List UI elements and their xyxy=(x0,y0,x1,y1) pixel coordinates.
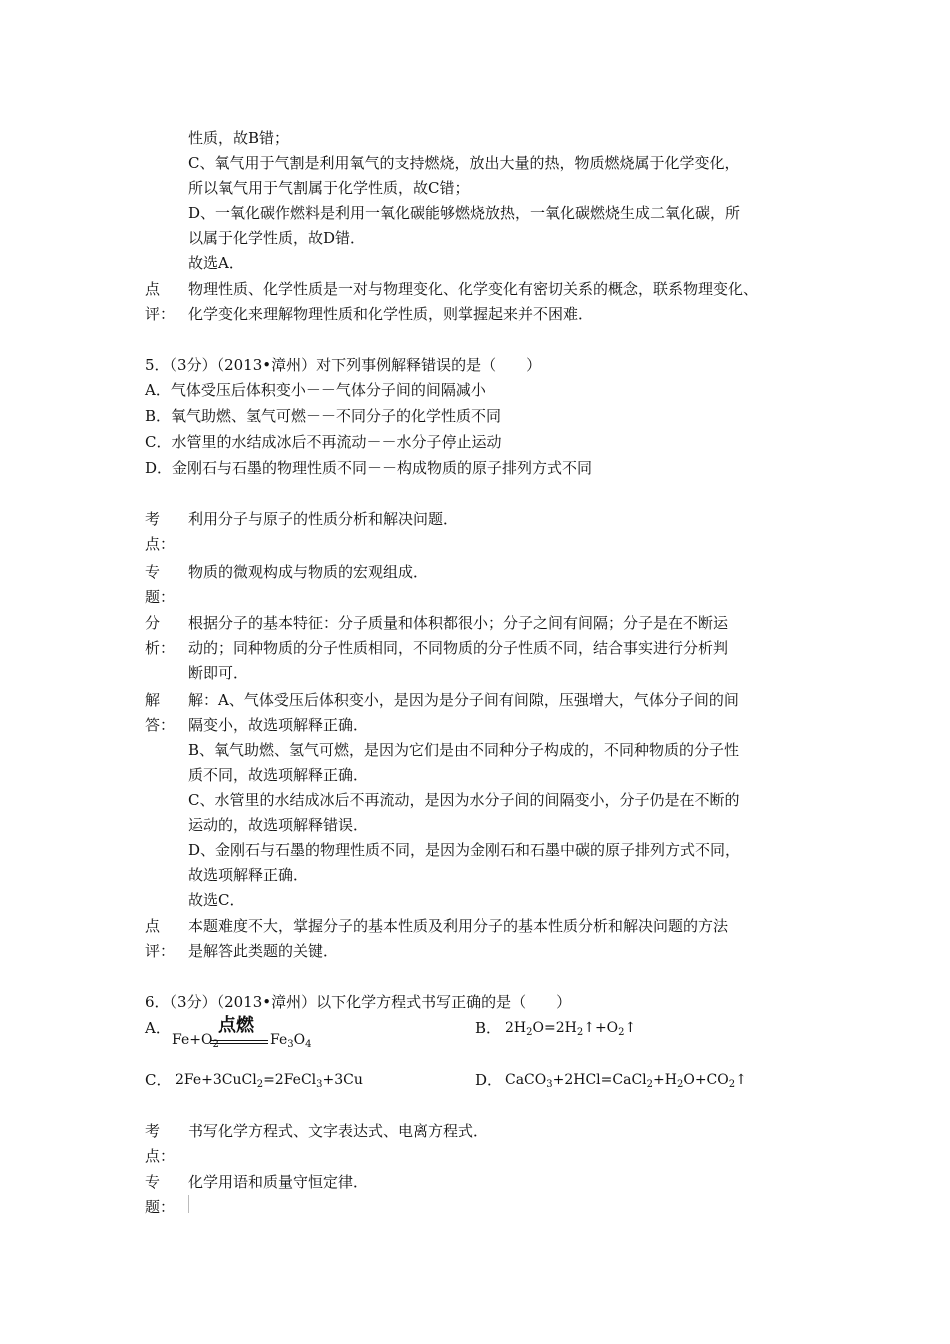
prev-line-2: C、氧气用于气割是利用氧气的支持燃烧，放出大量的热，物质燃烧属于化学变化， xyxy=(188,154,740,172)
q6-option-d-equation: $CaCO_3+2HCl=CaCl_2+H_2O+CO_2↑$ xyxy=(505,1072,747,1090)
q6-option-b-label: B． xyxy=(475,1019,502,1037)
q6-option-b-equation: $2H_2O=2H_2↑+O_2↑$ xyxy=(505,1020,637,1038)
q5-kaodian-label-2: 点： xyxy=(145,535,176,553)
q6-zhuanti-label-2: 题： xyxy=(145,1198,176,1216)
q6-kaodian-text: 书写化学方程式、文字表达式、电离方程式． xyxy=(188,1122,489,1140)
q5-jieda-line-9: 故选C． xyxy=(188,891,245,909)
q5-fenxi-label-1: 分 xyxy=(145,614,161,632)
prev-comment-line-1: 物理性质、化学性质是一对与物理变化、化学变化有密切关系的概念，联系物理变化、 xyxy=(188,280,759,298)
q6-zhuanti-label-1: 专 xyxy=(145,1173,161,1191)
q5-zhuanti-label-2: 题： xyxy=(145,588,176,606)
q5-jieda-line-6: 运动的，故选项解释错误． xyxy=(188,816,369,834)
q6-option-d-label: D． xyxy=(475,1071,503,1089)
q5-jieda-label-2: 答： xyxy=(145,716,176,734)
prev-line-1: 性质，故B错； xyxy=(188,129,290,147)
q6-option-c-equation: 2Fe+3CuCl$_2$=2FeCl$_3$+3Cu xyxy=(175,1072,363,1090)
q6-condition-text: 点燃 xyxy=(218,1015,254,1036)
table-border-line xyxy=(188,1195,189,1213)
q5-jieda-line-3: B、氧气助燃、氢气可燃，是因为它们是由不同种分子构成的，不同种物质的分子性 xyxy=(188,741,740,759)
q5-jieda-line-5: C、水管里的水结成冰后不再流动，是因为水分子间的间隔变小，分子仍是在不断的 xyxy=(188,791,740,809)
q6-zhuanti-text: 化学用语和质量守恒定律． xyxy=(188,1173,369,1191)
q5-kaodian-label-1: 考 xyxy=(145,510,161,528)
q5-fenxi-line-1: 根据分子的基本特征：分子质量和体积都很小；分子之间有间隔；分子是在不断运 xyxy=(188,614,729,632)
q5-dianping-label-2: 评： xyxy=(145,942,176,960)
q5-dianping-label-1: 点 xyxy=(145,917,161,935)
prev-comment-label-1: 点 xyxy=(145,280,161,298)
q5-jieda-line-1: 解：A、气体受压后体积变小，是因为是分子间有间隙，压强增大，气体分子间的间 xyxy=(188,691,739,709)
q5-kaodian-text: 利用分子与原子的性质分析和解决问题． xyxy=(188,510,459,528)
q5-fenxi-line-3: 断即可． xyxy=(188,664,249,682)
q6-kaodian-label-1: 考 xyxy=(145,1122,161,1140)
q5-jieda-label-1: 解 xyxy=(145,691,161,709)
q5-dianping-line-2: 是解答此类题的关键． xyxy=(188,942,339,960)
prev-comment-label-2: 评： xyxy=(145,305,176,323)
prev-line-3: 所以氧气用于气割属于化学性质，故C错； xyxy=(188,179,470,197)
q5-option-a: A．气体受压后体积变小－－气体分子间的间隔减小 xyxy=(145,381,486,399)
q5-zhuanti-label-1: 专 xyxy=(145,563,161,581)
q5-jieda-line-8: 故选项解释正确． xyxy=(188,866,309,884)
q5-fenxi-label-2: 析： xyxy=(145,639,176,657)
q6-option-a-label: A． xyxy=(145,1019,171,1037)
q5-jieda-line-7: D、金刚石与石墨的物理性质不同，是因为金刚石和石墨中碳的原子排列方式不同， xyxy=(188,841,741,859)
q5-zhuanti-text: 物质的微观构成与物质的宏观组成． xyxy=(188,563,429,581)
prev-line-4: D、一氧化碳作燃料是利用一氧化碳能够燃烧放热，一氧化碳燃烧生成二氧化碳，所 xyxy=(188,204,741,222)
q5-dianping-line-1: 本题难度不大，掌握分子的基本性质及利用分子的基本性质分析和解决问题的方法 xyxy=(188,917,729,935)
prev-comment-line-2: 化学变化来理解物理性质和化学性质，则掌握起来并不困难． xyxy=(188,305,594,323)
q6-kaodian-label-2: 点： xyxy=(145,1147,176,1165)
q6-option-a-right: $Fe_3O_4$ xyxy=(270,1032,312,1050)
q6-option-a-left: $Fe+O_2$ xyxy=(172,1032,219,1050)
q6-option-c-label: C． xyxy=(145,1071,172,1089)
q5-option-d: D．金刚石与石墨的物理性质不同－－构成物质的原子排列方式不同 xyxy=(145,459,593,477)
q5-option-c: C．水管里的水结成冰后不再流动－－水分子停止运动 xyxy=(145,433,502,451)
q5-jieda-line-4: 质不同，故选项解释正确． xyxy=(188,766,369,784)
q5-fenxi-line-2: 动的；同种物质的分子性质相同，不同物质的分子性质不同，结合事实进行分析判 xyxy=(188,639,729,657)
prev-line-5: 以属于化学性质，故D错． xyxy=(188,229,366,247)
q5-stem: 5．（3分）（2013•漳州）对下列事例解释错误的是（ ） xyxy=(145,356,542,374)
q6-stem: 6．（3分）（2013•漳州）以下化学方程式书写正确的是（ ） xyxy=(145,993,572,1011)
q5-option-b: B．氧气助燃、氢气可燃－－不同分子的化学性质不同 xyxy=(145,407,502,425)
prev-line-6: 故选A． xyxy=(188,254,244,272)
q5-jieda-line-2: 隔变小，故选项解释正确． xyxy=(188,716,369,734)
